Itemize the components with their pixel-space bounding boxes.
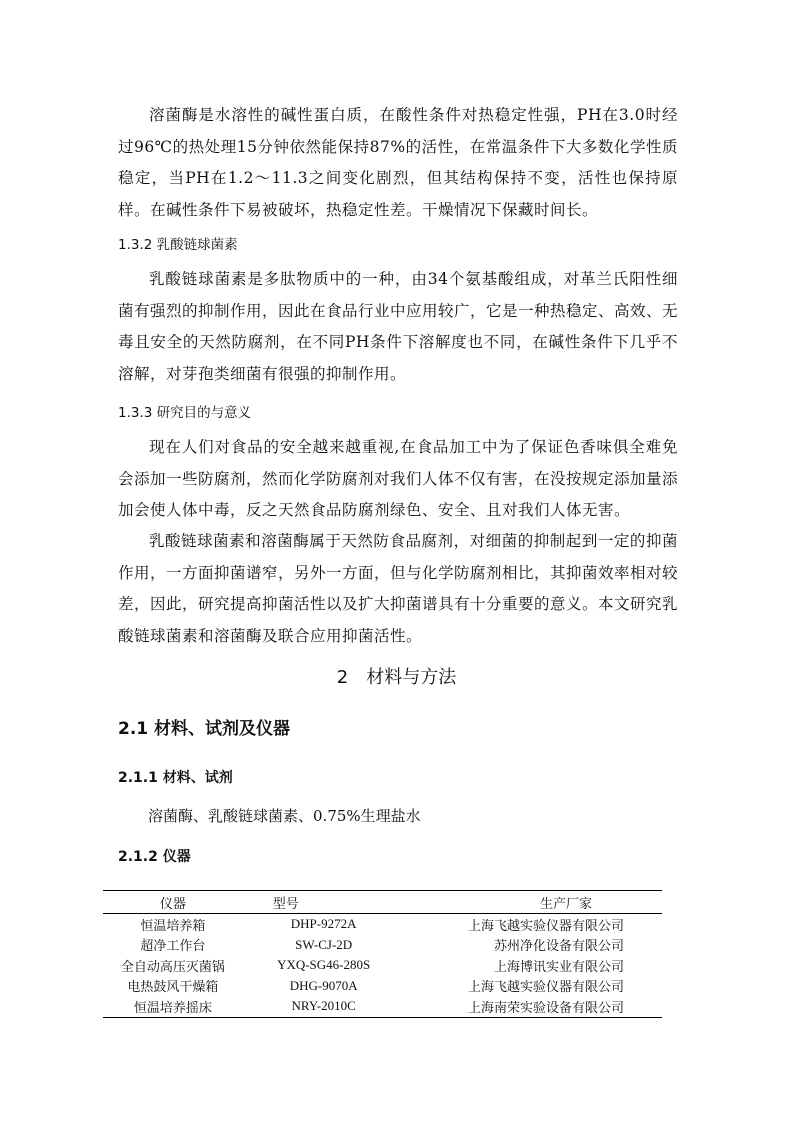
header-manufacturer: 生产厂家 bbox=[539, 895, 592, 911]
cell-model: NRY-2010C bbox=[291, 998, 356, 1014]
paragraph-purpose: 现在人们对食品的安全越来越重视,在食品加工中为了保证色香味俱全难免会添加一些防腐剂，然而化学防腐剂对我们人体不仅有害，在没按规定添加量添加会使人体中毒，反之天然食品防腐剂绿色、安全、且对我们人体无害。 bbox=[118, 438, 679, 519]
heading-2-1: 2.1 材料、试剂及仪器 bbox=[118, 719, 291, 739]
cell-manufacturer: 上海博讯实业有限公司 bbox=[493, 958, 624, 974]
heading-1-3-2: 1.3.2 乳酸链球菌素 bbox=[118, 237, 238, 253]
table-header-row bbox=[103, 891, 662, 914]
cell-manufacturer: 苏州净化设备有限公司 bbox=[493, 938, 624, 954]
cell-model: DHP-9272A bbox=[290, 916, 357, 932]
cell-instrument: 恒温培养箱 bbox=[140, 917, 206, 933]
paragraph-lysozyme: 溶菌酶是水溶性的碱性蛋白质，在酸性条件对热稳定性强，PH在3.0时经过96℃的热处理15分钟依然能保持87%的活性，在常温条件下大多数化学性质稳定，当PH在1.2～11.3之间变化剧烈，但其结构保持不变，活性也保持原样。在碱性条件下易被破坏，热稳定性差。干燥情况下保藏时间长。 bbox=[118, 106, 678, 219]
header-model: 型号 bbox=[272, 895, 299, 911]
table-row bbox=[103, 935, 662, 956]
cell-manufacturer: 上海南荣实验设备有限公司 bbox=[467, 999, 624, 1015]
paragraph-nisin: 乳酸链球菌素是多肽物质中的一种，由34个氨基酸组成，对革兰氏阳性细菌有强烈的抑制作用，因此在食品行业中应用较广，它是一种热稳定、高效、无毒且安全的天然防腐剂，在不同PH条件下溶解度也不同，在碱性条件下几乎不溶解，对芽孢类细菌有很强的抑制作用。 bbox=[118, 270, 679, 383]
paragraph-significance: 乳酸链球菌素和溶菌酶属于天然防食品腐剂，对细菌的抑制起到一定的抑菌作用，一方面抑菌谱窄，另外一方面，但与化学防腐剂相比，其抑菌效率相对较差，因此，研究提高抑菌活性以及扩大抑菌谱具有十分重要的意义。本文研究乳酸链球菌素和溶菌酶及联合应用抑菌活性。 bbox=[118, 532, 679, 645]
chapter-title: 2 材料与方法 bbox=[336, 667, 457, 688]
cell-instrument: 恒温培养摇床 bbox=[133, 999, 212, 1015]
header-instrument: 仪器 bbox=[159, 895, 186, 911]
cell-manufacturer: 上海飞越实验仪器有限公司 bbox=[467, 917, 624, 933]
heading-1-3-3: 1.3.3 研究目的与意义 bbox=[118, 405, 252, 421]
table-row bbox=[103, 976, 662, 997]
heading-2-1-1: 2.1.1 材料、试剂 bbox=[118, 770, 233, 786]
cell-model: SW-CJ-2D bbox=[295, 936, 353, 952]
table-row bbox=[103, 955, 662, 976]
cell-manufacturer: 上海飞越实验仪器有限公司 bbox=[467, 979, 624, 995]
table-row bbox=[103, 996, 662, 1017]
cell-instrument: 电热鼓风干燥箱 bbox=[127, 979, 219, 995]
table-row bbox=[103, 914, 662, 935]
heading-2-1-2: 2.1.2 仪器 bbox=[118, 849, 191, 865]
equipment-table bbox=[103, 890, 662, 1018]
cell-instrument: 超净工作台 bbox=[140, 938, 206, 954]
cell-model: DHG-9070A bbox=[289, 977, 358, 993]
cell-model: YXQ-SG46-280S bbox=[277, 957, 371, 973]
materials-list: 溶菌酶、乳酸链球菌素、0.75%生理盐水 bbox=[148, 807, 421, 825]
cell-instrument: 全自动高压灭菌锅 bbox=[120, 958, 225, 974]
